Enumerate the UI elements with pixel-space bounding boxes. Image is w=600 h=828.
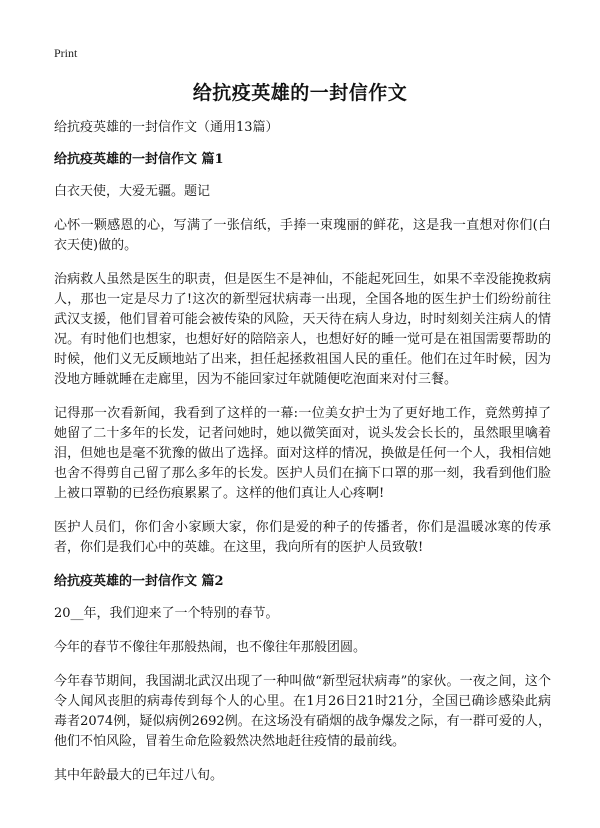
paragraph: 医护人员们，你们舍小家顾大家，你们是爱的种子的传播者，你们是温暖冰寒的传承者，你们是我们心中的英雄。在这里，我向所有的医护人员致敬! xyxy=(54,520,551,555)
paragraph: 治病救人虽然是医生的职责，但是医生不是神仙，不能起死回生，如果不幸没能挽救病人，那也一定是尽力了!这次的新型冠状病毒一出现，全国各地的医生护士们纷纷前往武汉支援，他们冒着可能会被传染的风险，天天待在病人身边，时时刻刻关注病人的情况。有时他们也想家，也想好好的陪陪亲人，也想好好的睡一觉可是在祖国需要帮助的时候，他们义无反顾地站了出来，担任起拯救祖国人民的重任。他们在过年时候，因为没地方睡就睡在走廊里，因为不能回家过年就随便吃泡面来对付三餐。 xyxy=(54,272,551,387)
paragraph: 今年的春节不像往年那般热闹，也不像往年那般团圆。 xyxy=(54,640,367,655)
document-body xyxy=(54,118,551,800)
section-heading: 给抗疫英雄的一封信作文 篇2 xyxy=(54,574,224,589)
paragraph: 20__年，我们迎来了一个特别的春节。 xyxy=(54,606,279,621)
print-label: Print xyxy=(54,46,78,60)
document-subtitle: 给抗疫英雄的一封信作文（通用13篇） xyxy=(54,120,279,135)
paragraph: 白衣天使，大爱无疆。题记 xyxy=(54,184,211,199)
document-title: 给抗疫英雄的一封信作文 xyxy=(192,82,408,104)
paragraph: 心怀一颗感恩的心，写满了一张信纸，手捧一束瑰丽的鲜花，这是我一直想对你们(白衣天使)做的。 xyxy=(54,218,551,253)
section-heading: 给抗疫英雄的一封信作文 篇1 xyxy=(54,152,224,167)
paragraph: 今年春节期间，我国湖北武汉出现了一种叫做“新型冠状病毒”的家伙。一夜之间，这个令人闻风丧胆的病毒传到每个人的心里。在1月26日21时21分，全国已确诊感染此病毒者2074例，疑似病例2692例。在这场没有硝烟的战争爆发之际，有一群可爱的人，他们不怕风险，冒着生命危险毅然决然地赶往疫情的最前线。 xyxy=(54,674,551,749)
paragraph: 其中年龄最大的已年过八旬。 xyxy=(54,768,224,783)
paragraph: 记得那一次看新闻，我看到了这样的一幕:一位美女护士为了更好地工作，竟然剪掉了她留了二十多年的长发，记者问她时，她以微笑面对，说头发会长长的，虽然眼里噙着泪，但她也是毫不犹豫的做出了选择。面对这样的情况，换做是任何一个人，我相信她也舍不得剪自己留了那么多年的长发。医护人员们在摘下口罩的那一刻，我看到他们脸上被口罩勒的已经伤痕累累了。这样的他们真让人心疼啊! xyxy=(54,406,551,501)
